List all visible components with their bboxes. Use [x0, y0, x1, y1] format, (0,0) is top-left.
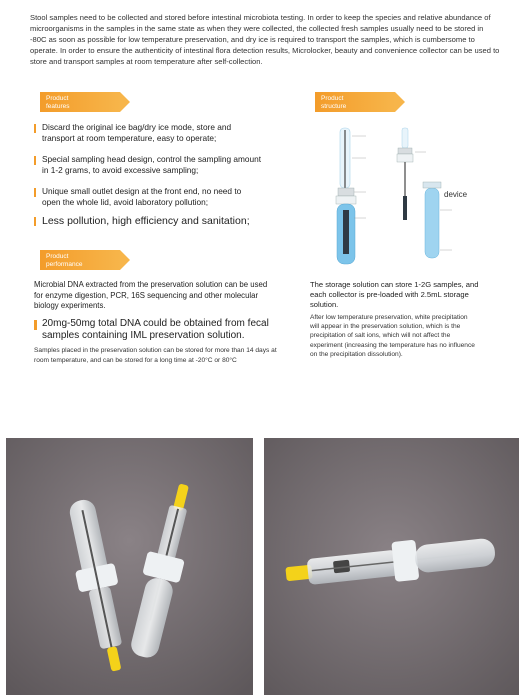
tag-line: Product — [321, 95, 344, 102]
device-label: device — [444, 190, 468, 199]
product-photo-left — [6, 438, 253, 695]
product-performance-tag — [40, 250, 120, 270]
tag-line: performance — [46, 261, 83, 268]
product-structure-tag — [315, 92, 395, 112]
tag-line: Product — [46, 253, 69, 260]
tag-line: structure — [321, 103, 347, 110]
feature-item: Discard the original ice bag/dry ice mode, store and transport at room temperature, easy to operate; — [34, 122, 262, 144]
intro-paragraph: Stool samples need to be collected and stored before intestinal microbiota testing. In order to keep the species and relative abundance of microorganisms in the samples in the same state as when they were collected, the collected fresh samples usually need to be stored in -80C as soon as possible for low temperature preservation, and dry ice is required to transport the samples, which is cumbersome to operate. In order to ensure the authenticity of intestinal flora detection results, Microlocker, beauty and convenience collector can be used to store and transport samples at room temperature after self-collection. — [30, 13, 500, 66]
tag-line: Product — [46, 95, 69, 102]
product-features-tag — [40, 92, 120, 112]
product-photo-right — [264, 438, 519, 695]
feature-item: Unique small outlet design at the front end, no need to open the whole lid, avoid laboratory pollution; — [34, 186, 262, 208]
storage-text: The storage solution can store 1-2G samples, and each collector is pre-loaded with 2.5mL storage solution. — [310, 280, 479, 309]
feature-item: Special sampling head design, control the sampling amount in 1-2 grams, to avoid excessive sampling; — [34, 154, 262, 176]
tag-line: features — [46, 103, 70, 110]
precipitation-text: After low temperature preservation, white precipitation will appear in the preservation solution, which is the precipitation of salt ions, which will not affect the experiment (increasing the temperature has no influence on the precipitation dissolution). — [310, 314, 475, 358]
performance-text-2: 20mg-50mg total DNA could be obtained from fecal samples containing IML preservation solution. — [34, 318, 292, 342]
feature-item: Less pollution, high efficiency and sanitation; — [34, 215, 282, 228]
performance-text-1: Microbial DNA extracted from the preservation solution can be used for enzyme digestion, PCR, 16S sequencing and other molecular biology experiments. — [34, 280, 268, 310]
performance-text-3: Samples placed in the preservation solution can be stored for more than 14 days at room temperature, and can be stored for a long time at -20°C or 80°C — [34, 347, 277, 364]
